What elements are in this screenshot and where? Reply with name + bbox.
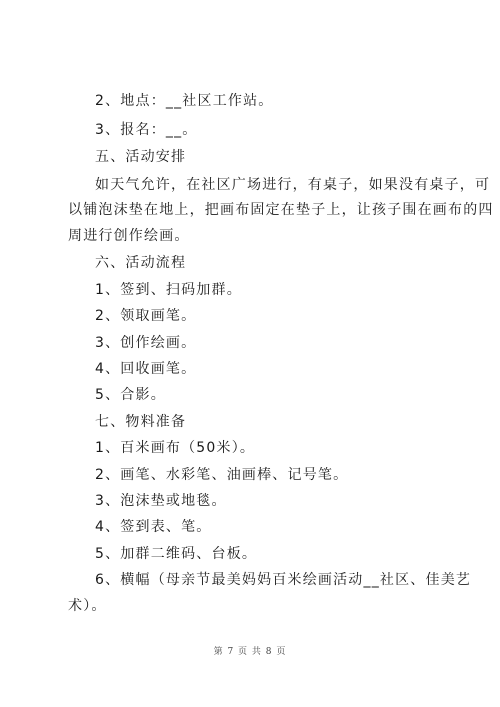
- text-line: 2、领取画笔。: [95, 308, 197, 324]
- text-line: 3、创作绘画。: [95, 335, 197, 351]
- text-line: 5、合影。: [95, 387, 166, 403]
- text-line: 3、泡沫垫或地毯。: [95, 493, 227, 509]
- text-line: 2、画笔、水彩笔、油画棒、记号笔。: [95, 467, 349, 483]
- text-line: 周进行创作绘画。: [68, 228, 190, 244]
- text-line: 2、地点：__社区工作站。: [95, 93, 274, 109]
- text-line: 5、加群二维码、台板。: [95, 546, 258, 562]
- text-line: 以铺泡沫垫在地上，把画布固定在垫子上，让孩子围在画布的四: [68, 202, 494, 218]
- text-line: 3、报名：__。: [95, 122, 198, 138]
- page-number-footer: 第 7 页 共 8 页: [213, 647, 287, 657]
- text-line: 1、签到、扫码加群。: [95, 282, 242, 298]
- text-line: 4、回收画笔。: [95, 361, 197, 377]
- text-line: 6、横幅（母亲节最美妈妈百米绘画活动__社区、佳美艺: [95, 572, 472, 588]
- text-line: 术）。: [68, 598, 107, 614]
- section-heading: 六、活动流程: [95, 255, 187, 271]
- text-line: 如天气允许，在社区广场进行，有桌子，如果没有桌子，可: [95, 177, 491, 193]
- section-heading: 五、活动安排: [95, 149, 187, 165]
- text-line: 1、百米画布（50米）。: [95, 440, 256, 456]
- text-line: 4、签到表、笔。: [95, 519, 212, 535]
- section-heading: 七、物料准备: [95, 414, 187, 430]
